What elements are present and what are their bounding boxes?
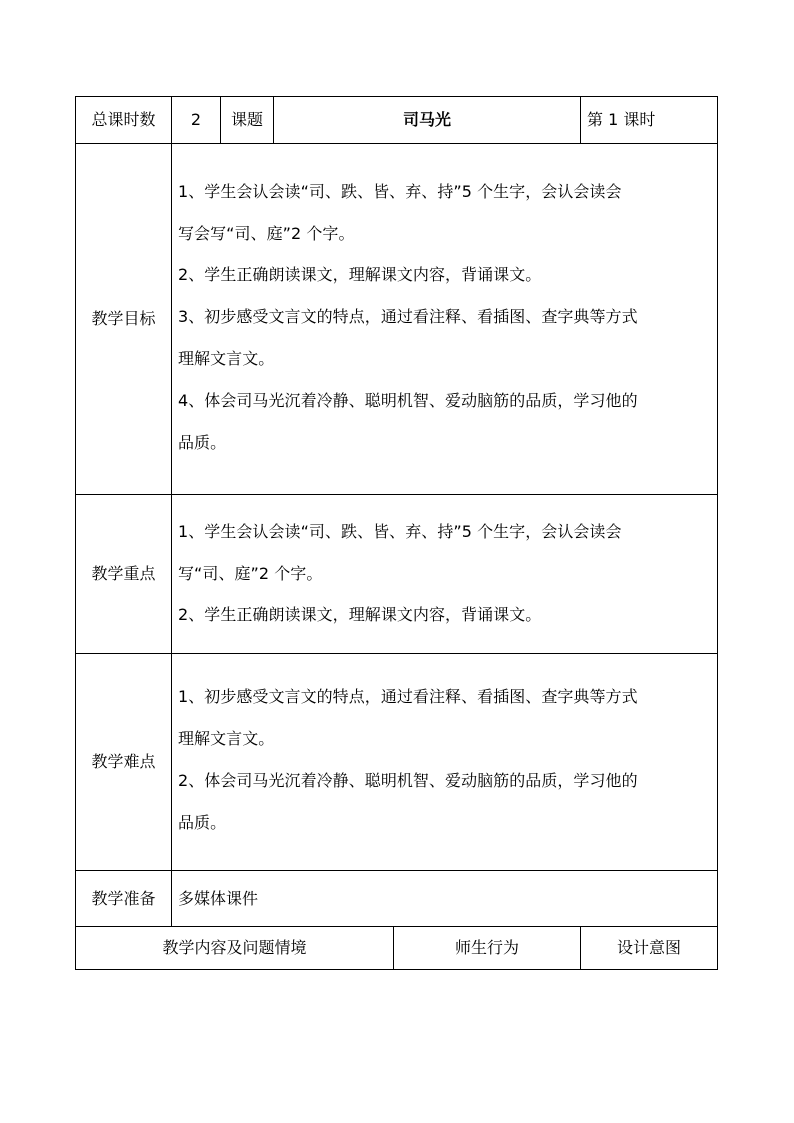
topic-label: 课题 [230, 110, 263, 129]
table-border-bottom [75, 969, 718, 970]
lesson-plan-table [75, 96, 718, 970]
key-points-label: 教学重点 [91, 564, 156, 583]
difficulties-content [172, 654, 717, 870]
objective-line: 4、体会司马光沉着冷静、聪明机智、爱动脑筋的品质，学习他的 [178, 391, 638, 410]
column-header-actions: 师生行为 [454, 938, 519, 957]
difficulty-line: 2、体会司马光沉着冷静、聪明机智、爱动脑筋的品质，学习他的 [178, 771, 638, 790]
preparation-label: 教学准备 [91, 888, 156, 908]
column-header-content: 教学内容及问题情境 [162, 938, 307, 957]
objective-line: 3、初步感受文言文的特点，通过看注释、看插图、查字典等方式 [178, 307, 638, 326]
difficulty-line: 理解文言文。 [178, 729, 275, 748]
column-header-intent: 设计意图 [616, 938, 681, 957]
objective-line: 品质。 [178, 433, 227, 452]
key-point-line: 2、学生正确朗读课文，理解课文内容，背诵课文。 [178, 605, 542, 624]
objectives-content [172, 144, 717, 494]
difficulties-label: 教学难点 [91, 752, 156, 771]
objective-line: 2、学生正确朗读课文，理解课文内容，背诵课文。 [178, 265, 542, 284]
key-point-line: 1、学生会认会读“司、跌、皆、弃、持”5 个生字，会认会读会 [178, 522, 622, 541]
difficulty-line: 品质。 [178, 813, 227, 832]
objectives-label: 教学目标 [91, 309, 156, 328]
objective-line: 写会写“司、庭”2 个字。 [178, 224, 355, 243]
total-hours-value: 2 [190, 110, 202, 129]
key-point-line: 写“司、庭”2 个字。 [178, 564, 323, 583]
topic-title: 司马光 [402, 110, 451, 129]
difficulty-line: 1、初步感受文言文的特点，通过看注释、看插图、查字典等方式 [178, 687, 638, 706]
objective-line: 理解文言文。 [178, 349, 275, 368]
lesson-number: 第 1 课时 [587, 110, 656, 129]
key-points-content [172, 495, 717, 653]
preparation-value: 多媒体课件 [178, 888, 259, 908]
total-hours-label: 总课时数 [91, 110, 156, 129]
table-border-right [717, 96, 718, 970]
objective-line: 1、学生会认会读“司、跌、皆、弃、持”5 个生字，会认会读会 [178, 182, 622, 201]
